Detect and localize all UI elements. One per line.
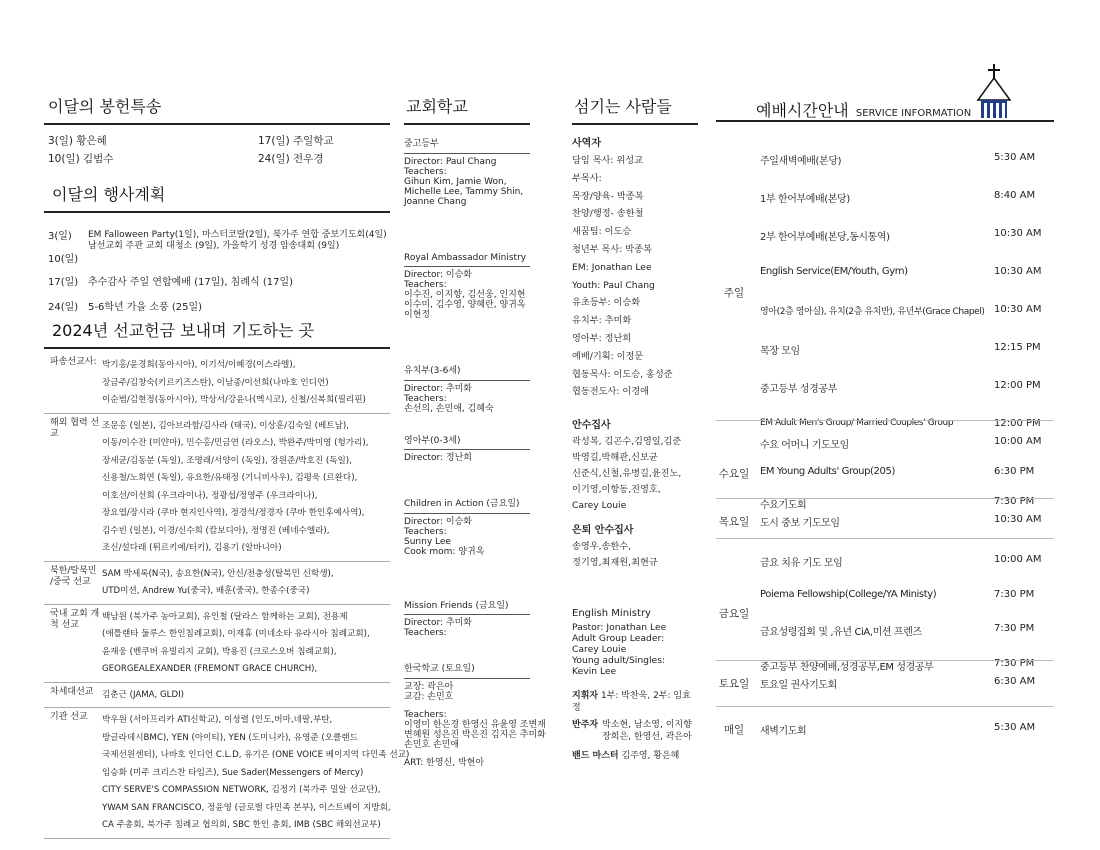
school-line: 교감: 손민호 bbox=[404, 691, 454, 702]
mission-line: CITY SERVE'S COMPASSION NETWORK, 김정기 (북가주 밀알 선교단), bbox=[102, 785, 381, 795]
school-line: 이수진, 이지향, 김선웅, 인지현 bbox=[404, 290, 526, 300]
service-separator bbox=[716, 498, 1054, 499]
service-separator bbox=[716, 660, 1054, 661]
event-text: 추수감사 주일 연합예배 (17일), 침례식 (17일) bbox=[88, 277, 294, 288]
mission-group bbox=[44, 562, 390, 605]
accompanist-line: 박소현, 남소영, 이지향 bbox=[602, 720, 692, 731]
service-name: English Service(EM/Youth, Gym) bbox=[760, 266, 908, 277]
mission-group bbox=[44, 605, 390, 683]
services-header bbox=[716, 62, 1054, 122]
mission-group bbox=[44, 414, 390, 562]
church-icon bbox=[974, 62, 1014, 118]
school-line: Director: 추미화 bbox=[404, 618, 472, 628]
conductor-label: 지휘자 bbox=[572, 691, 599, 702]
school-line: 손민호 손민애 bbox=[404, 739, 460, 750]
offering-item: 10(일) 김범수 bbox=[48, 153, 114, 165]
mission-group-lines bbox=[102, 566, 390, 601]
service-name: 1부 한어부예배(본당) bbox=[760, 194, 850, 205]
event-text: 남선교회 주관 교회 대청소 (9일), 가을학기 성경 암송대회 (9일) bbox=[88, 241, 340, 251]
service-day-label: 금요일 bbox=[718, 608, 750, 620]
retired-heading: 은퇴 안수집사 bbox=[572, 525, 634, 537]
service-day-label: 주일 bbox=[723, 287, 745, 299]
service-time: 7:30 PM bbox=[994, 658, 1035, 669]
service-name: 중고등부 성경공부 bbox=[760, 384, 837, 395]
mission-group-label: 국내 교회 개척 선교 bbox=[50, 608, 100, 630]
services-body bbox=[716, 122, 1054, 822]
school-line: Joanne Chang bbox=[404, 196, 467, 207]
school-line: 교장: 곽은아 bbox=[404, 681, 454, 692]
service-name: 2부 한어부예배(본당,동시통역) bbox=[760, 232, 890, 243]
accompanist-row bbox=[572, 720, 698, 743]
school-line: Director: 이승화 bbox=[404, 270, 472, 280]
mission-line: (애틀랜타 둘루스 한인침례교회), 이재휴 (미네소타 유라시아 침례교회), bbox=[102, 629, 370, 639]
school-subsection-heading: 중고등부 bbox=[404, 139, 530, 154]
event-date: 3(일) bbox=[48, 231, 72, 242]
staff-line: 찬양/행정- 송한철 bbox=[572, 208, 644, 220]
school-line: 이수미, 김수영, 양혜란, 양귀옥 bbox=[404, 300, 526, 310]
staff-section bbox=[572, 92, 698, 763]
school-subsection bbox=[404, 366, 530, 414]
staff-line: 송영우,송한수, bbox=[572, 541, 632, 553]
pastors-list bbox=[572, 152, 698, 401]
mission-line: YWAM SAN FRANCISCO, 정윤영 (글로벌 다민족 본부), 이스트베이 지방회, bbox=[102, 802, 391, 813]
school-line: Teachers: bbox=[404, 526, 447, 537]
service-name: 금요성령집회 및 ,유년 CiA,미션 프렌즈 bbox=[760, 627, 922, 639]
staff-line: 유초등부: 이승화 bbox=[572, 297, 641, 309]
service-time: 12:00 PM bbox=[994, 380, 1041, 391]
staff-line: 협동전도사: 이경애 bbox=[572, 386, 650, 398]
staff-line: 곽성복, 김곤수,김영일,김준 bbox=[572, 436, 682, 448]
deacons-list bbox=[572, 434, 698, 514]
staff-line: 담임 목사: 위성교 bbox=[572, 155, 644, 166]
mission-line: 이순범/김현정(동아시아), 박상서/강윤나(멕시코), 신철/신복희(필리핀) bbox=[102, 395, 366, 405]
staff-line: 이기영,이항동,진영호, bbox=[572, 484, 661, 496]
event-date: 17(일) bbox=[48, 277, 79, 288]
school-subsection-heading: 유치부(3-6세) bbox=[404, 366, 530, 381]
service-day-label: 수요일 bbox=[718, 468, 750, 480]
mission-line: 김춘근 (JAMA, GLDI) bbox=[102, 689, 184, 700]
mission-line: UTD미션, Andrew Yu(중국), 배훈(중국), 한종수(중국) bbox=[102, 586, 310, 596]
staff-line: 유치부: 추미화 bbox=[572, 315, 632, 327]
conductor-row bbox=[572, 691, 698, 714]
staff-line: Young adult/Singles: bbox=[572, 655, 666, 667]
staff-line: Kevin Lee bbox=[572, 666, 617, 678]
mission-group-label: 해외 협력 선교 bbox=[50, 417, 100, 439]
offering-section bbox=[44, 92, 390, 169]
mission-line: 장요엽/장시라 (쿠바 현지인사역), 정경석/정경자 (쿠바 한인후예사역), bbox=[102, 508, 365, 518]
mission-line: 임승화 (미주 크리스찬 타임즈), Sue Sader(Messengers of Mercy) bbox=[102, 767, 364, 778]
mission-line: 장세균/김동분 (독일), 조명래/서양이 (독일), 장원준/박호진 (독일), bbox=[102, 455, 352, 466]
em-list bbox=[572, 622, 698, 677]
offering-title: 이달의 봉헌특송 bbox=[44, 92, 390, 125]
services-section bbox=[716, 62, 1054, 822]
mission-line: 박기홍/윤경희(동아시아), 이기석/이혜경(이스라엘), bbox=[102, 360, 296, 370]
school-line bbox=[404, 750, 530, 758]
band-label: 밴드 마스터 bbox=[572, 751, 619, 762]
service-time: 8:40 AM bbox=[994, 190, 1036, 201]
school-line: Director: 이승화 bbox=[404, 516, 472, 527]
service-name: 금요 치유 기도 모임 bbox=[760, 558, 843, 569]
staff-line: 신준식,신철,유병길,윤진노, bbox=[572, 468, 682, 480]
staff-line: Carey Louie bbox=[572, 500, 627, 512]
mission-group bbox=[44, 708, 410, 839]
school-line: Sunny Lee bbox=[404, 536, 451, 547]
school-line: Michelle Lee, Tammy Shin, bbox=[404, 186, 524, 197]
event-date: 24(일) bbox=[48, 302, 79, 313]
staff-line: Carey Louie bbox=[572, 644, 627, 656]
missions-section bbox=[44, 316, 410, 839]
school-line: Teachers: bbox=[404, 166, 447, 177]
school-line: Teachers: bbox=[404, 709, 447, 720]
school-subsection bbox=[404, 499, 530, 557]
service-name: 영아(2층 영아실), 유치(2층 유치반), 유년부(Grace Chapel) bbox=[760, 307, 985, 317]
services-title: 예배시간안내 bbox=[756, 101, 849, 120]
service-day-label: 매일 bbox=[723, 724, 745, 736]
school-line: Teachers: bbox=[404, 393, 447, 404]
service-day-label: 목요일 bbox=[718, 516, 750, 528]
school-section bbox=[404, 92, 546, 768]
staff-line: 청년부 목사: 박종복 bbox=[572, 243, 652, 255]
events-title: 이달의 행사계획 bbox=[44, 180, 390, 213]
school-subsection bbox=[404, 601, 530, 639]
mission-group bbox=[44, 353, 390, 414]
missions-title: 2024년 선교헌금 보내며 기도하는 곳 bbox=[44, 316, 390, 349]
school-subsection-heading: 영아부(0-3세) bbox=[404, 436, 530, 451]
service-time: 6:30 AM bbox=[994, 676, 1036, 687]
service-time: 10:00 AM bbox=[994, 554, 1042, 565]
school-line: 이현정 bbox=[404, 310, 431, 320]
school-line: Teachers: bbox=[404, 628, 447, 638]
mission-group-label: 차세대선교 bbox=[50, 686, 94, 697]
service-name: EM Young Adults' Group(205) bbox=[760, 466, 895, 477]
staff-line: 협동목사: 이도승, 홍성준 bbox=[572, 368, 673, 380]
mission-line: 신용철/노희연 (독일), 유요한/유태정 (기니비사우), 김평욱 (르완다), bbox=[102, 473, 358, 483]
school-subsection bbox=[404, 139, 530, 207]
school-subsection-heading: Mission Friends (금요일) bbox=[404, 601, 530, 616]
school-line: Teachers: bbox=[404, 280, 447, 290]
mission-line: 이동/이수잔 (미얀마), 민수홍/민금연 (라오스), 박완주/박미영 (헝가리), bbox=[102, 438, 369, 448]
school-subsection bbox=[404, 253, 530, 321]
staff-line: 새꿈팀: 이도승 bbox=[572, 226, 632, 238]
school-line: Cook mom: 양귀옥 bbox=[404, 546, 485, 557]
school-subsection-heading: Royal Ambassador Ministry bbox=[404, 253, 530, 268]
school-line: ART: 한영신, 박현아 bbox=[404, 757, 485, 768]
mission-group-lines bbox=[102, 357, 390, 410]
staff-line: 영아부: 정난희 bbox=[572, 332, 632, 344]
staff-line: Adult Group Leader: bbox=[572, 633, 665, 645]
service-time: 5:30 AM bbox=[994, 152, 1036, 163]
service-time: 7:30 PM bbox=[994, 588, 1035, 600]
deacons-heading: 안수집사 bbox=[572, 420, 611, 432]
mission-line: 박우원 (서아프리카 ATI신학교), 이성렬 (인도,버마,네팔,부탄, bbox=[102, 715, 333, 725]
offering-item: 3(일) 황은혜 bbox=[48, 135, 107, 147]
retired-list bbox=[572, 539, 698, 571]
staff-line: 박영길,박해관,신보균 bbox=[572, 452, 658, 464]
mission-line: 윤재웅 (벤쿠버 유빌리지 교회), 박용진 (크로스오버 침례교회), bbox=[102, 646, 337, 657]
school-line: 이영미 한은경 한영신 유윤영 조변재 bbox=[404, 719, 546, 730]
mission-line: 김수빈 (일본), 이경/신수희 (캄보디아), 정명진 (베네수엘라), bbox=[102, 525, 330, 536]
staff-line: EM: Jonathan Lee bbox=[572, 261, 652, 273]
mission-group-lines bbox=[102, 609, 390, 679]
event-text: EM Falloween Party(1일), 마스터코랄(2일), 북가주 연합 중보기도회(4일) bbox=[88, 230, 387, 240]
accompanist-line: 장희은, 한영선, 곽은아 bbox=[602, 731, 692, 742]
service-name: 수요기도회 bbox=[760, 500, 807, 511]
school-line: Director: 정난희 bbox=[404, 453, 472, 463]
staff-line: 목장/양육- 박종복 bbox=[572, 190, 644, 202]
em-heading: English Ministry bbox=[572, 608, 651, 620]
service-time: 10:30 AM bbox=[994, 514, 1042, 525]
school-subsection bbox=[404, 664, 546, 768]
service-separator bbox=[716, 706, 1054, 707]
staff-line: 정기영,최재원,최현규 bbox=[572, 557, 658, 569]
staff-line: Pastor: Jonathan Lee bbox=[572, 622, 667, 634]
school-subsection-heading: 한국학교 (토요일) bbox=[404, 664, 530, 679]
service-name: Poiema Fellowship(College/YA Ministy) bbox=[760, 588, 937, 600]
school-sections bbox=[404, 139, 546, 768]
service-name: 새벽기도회 bbox=[760, 726, 807, 737]
missions-groups bbox=[44, 353, 410, 839]
service-time: 5:30 AM bbox=[994, 722, 1036, 733]
staff-line: Youth: Paul Chang bbox=[572, 279, 655, 291]
service-name: 도시 중보 기도모임 bbox=[760, 518, 840, 529]
school-line: Director: Paul Chang bbox=[404, 156, 497, 167]
band-row bbox=[572, 751, 698, 763]
school-line bbox=[404, 702, 530, 710]
school-line: 변혜원 성은진 박은진 김지은 추미화 bbox=[404, 729, 546, 740]
offering-item: 24(일) 전우경 bbox=[258, 153, 324, 165]
staff-title: 섬기는 사람들 bbox=[572, 92, 698, 125]
pastors-heading: 사역자 bbox=[572, 138, 601, 149]
accompanist-label: 반주자 bbox=[572, 720, 599, 731]
service-time: 12:00 PM bbox=[994, 418, 1041, 429]
school-line: Gihun Kim, Jamie Won, bbox=[404, 176, 507, 187]
mission-group-lines bbox=[102, 712, 409, 835]
services-title-en: SERVICE INFORMATION bbox=[855, 108, 972, 119]
service-time: 10:30 AM bbox=[994, 304, 1042, 315]
service-name: EM Adult Men's Group/ Married Couples' Group bbox=[760, 418, 954, 428]
mission-group-lines bbox=[102, 687, 390, 705]
school-subsection bbox=[404, 436, 530, 464]
service-time: 12:15 PM bbox=[994, 342, 1041, 353]
staff-line: 부목사: bbox=[572, 172, 602, 184]
mission-group-label: 기관 선교 bbox=[50, 712, 88, 722]
service-name: 중고등부 찬양예배,성경공부,EM 성경공부 bbox=[760, 662, 934, 673]
mission-line: 조신/설다래 (튀르키예/터키), 김용기 (알바니아) bbox=[102, 543, 282, 553]
mission-line: 조문홍 (일본), 김아브라함/김사라 (태국), 이상훈/김숙일 (베트남), bbox=[102, 420, 349, 431]
service-time: 10:00 AM bbox=[994, 436, 1042, 447]
mission-line: GEORGEALEXANDER (FREMONT GRACE CHURCH), bbox=[102, 664, 318, 674]
service-name: 토요일 권사기도회 bbox=[760, 680, 837, 691]
mission-line: SAM 박세록(N국), 송요한(N국), 안신/전충성(탈북민 신학생), bbox=[102, 568, 334, 579]
mission-group-lines bbox=[102, 418, 390, 558]
staff-line: 예배/기획: 이정문 bbox=[572, 350, 644, 362]
service-day-label: 토요일 bbox=[718, 678, 750, 690]
service-name: 주일새벽예배(본당) bbox=[760, 156, 842, 167]
event-text: 5-6학년 가을 소풍 (25일) bbox=[88, 302, 203, 313]
service-separator bbox=[716, 420, 1054, 421]
band-names: 김주영, 황은혜 bbox=[621, 751, 680, 762]
mission-group bbox=[44, 683, 390, 709]
service-name: 수요 어머니 기도모임 bbox=[760, 440, 849, 451]
mission-line: CA 주총회, 북가주 침례교 협의회, SBC 한인 총회, IMB (SBC 해외선교부) bbox=[102, 820, 381, 830]
school-line: 손선의, 손민애, 김혜숙 bbox=[404, 403, 494, 414]
events-section bbox=[44, 180, 390, 319]
offering-item: 17(일) 주일학교 bbox=[258, 135, 334, 147]
mission-line: 이호선/이선희 (우크라이나), 정광섭/정영주 (우크라이나), bbox=[102, 490, 318, 501]
school-title: 교회학교 bbox=[404, 92, 530, 125]
service-time: 7:30 PM bbox=[994, 623, 1035, 635]
mission-line: 백남원 (북가주 농아교회), 유인철 (달라스 함께하는 교회), 전용제 bbox=[102, 611, 348, 622]
mission-group-label: 파송선교사: bbox=[50, 357, 97, 367]
school-subsection-heading: Children in Action (금요일) bbox=[404, 499, 530, 514]
service-separator bbox=[716, 538, 1054, 539]
service-time: 7:30 PM bbox=[994, 496, 1035, 507]
mission-line: 방글라데시BMC), YEN (아이티), YEN (도미니카), 유영준 (오클랜드 bbox=[102, 732, 358, 743]
event-date: 10(일) bbox=[48, 254, 79, 265]
service-time: 10:30 AM bbox=[994, 266, 1042, 277]
mission-group-label: 북한/탈북민 /중국 선교 bbox=[50, 565, 97, 587]
mission-line: 국제선원센터), 나바호 인디언 C.L.D, 유기은 (ONE VOICE 베이지역 다민족 선교) bbox=[102, 750, 410, 760]
school-line: Director: 추미화 bbox=[404, 383, 472, 394]
service-time: 10:30 AM bbox=[994, 228, 1042, 239]
conductor-names: 1부: 박찬욱, 2부: 임효정 bbox=[572, 691, 691, 713]
service-time: 6:30 PM bbox=[994, 466, 1035, 477]
mission-line: 장금주/김창숙(키르키즈스탄), 이남종/이선희(나바호 인디언) bbox=[102, 377, 329, 388]
service-name: 목장 모임 bbox=[760, 346, 800, 357]
